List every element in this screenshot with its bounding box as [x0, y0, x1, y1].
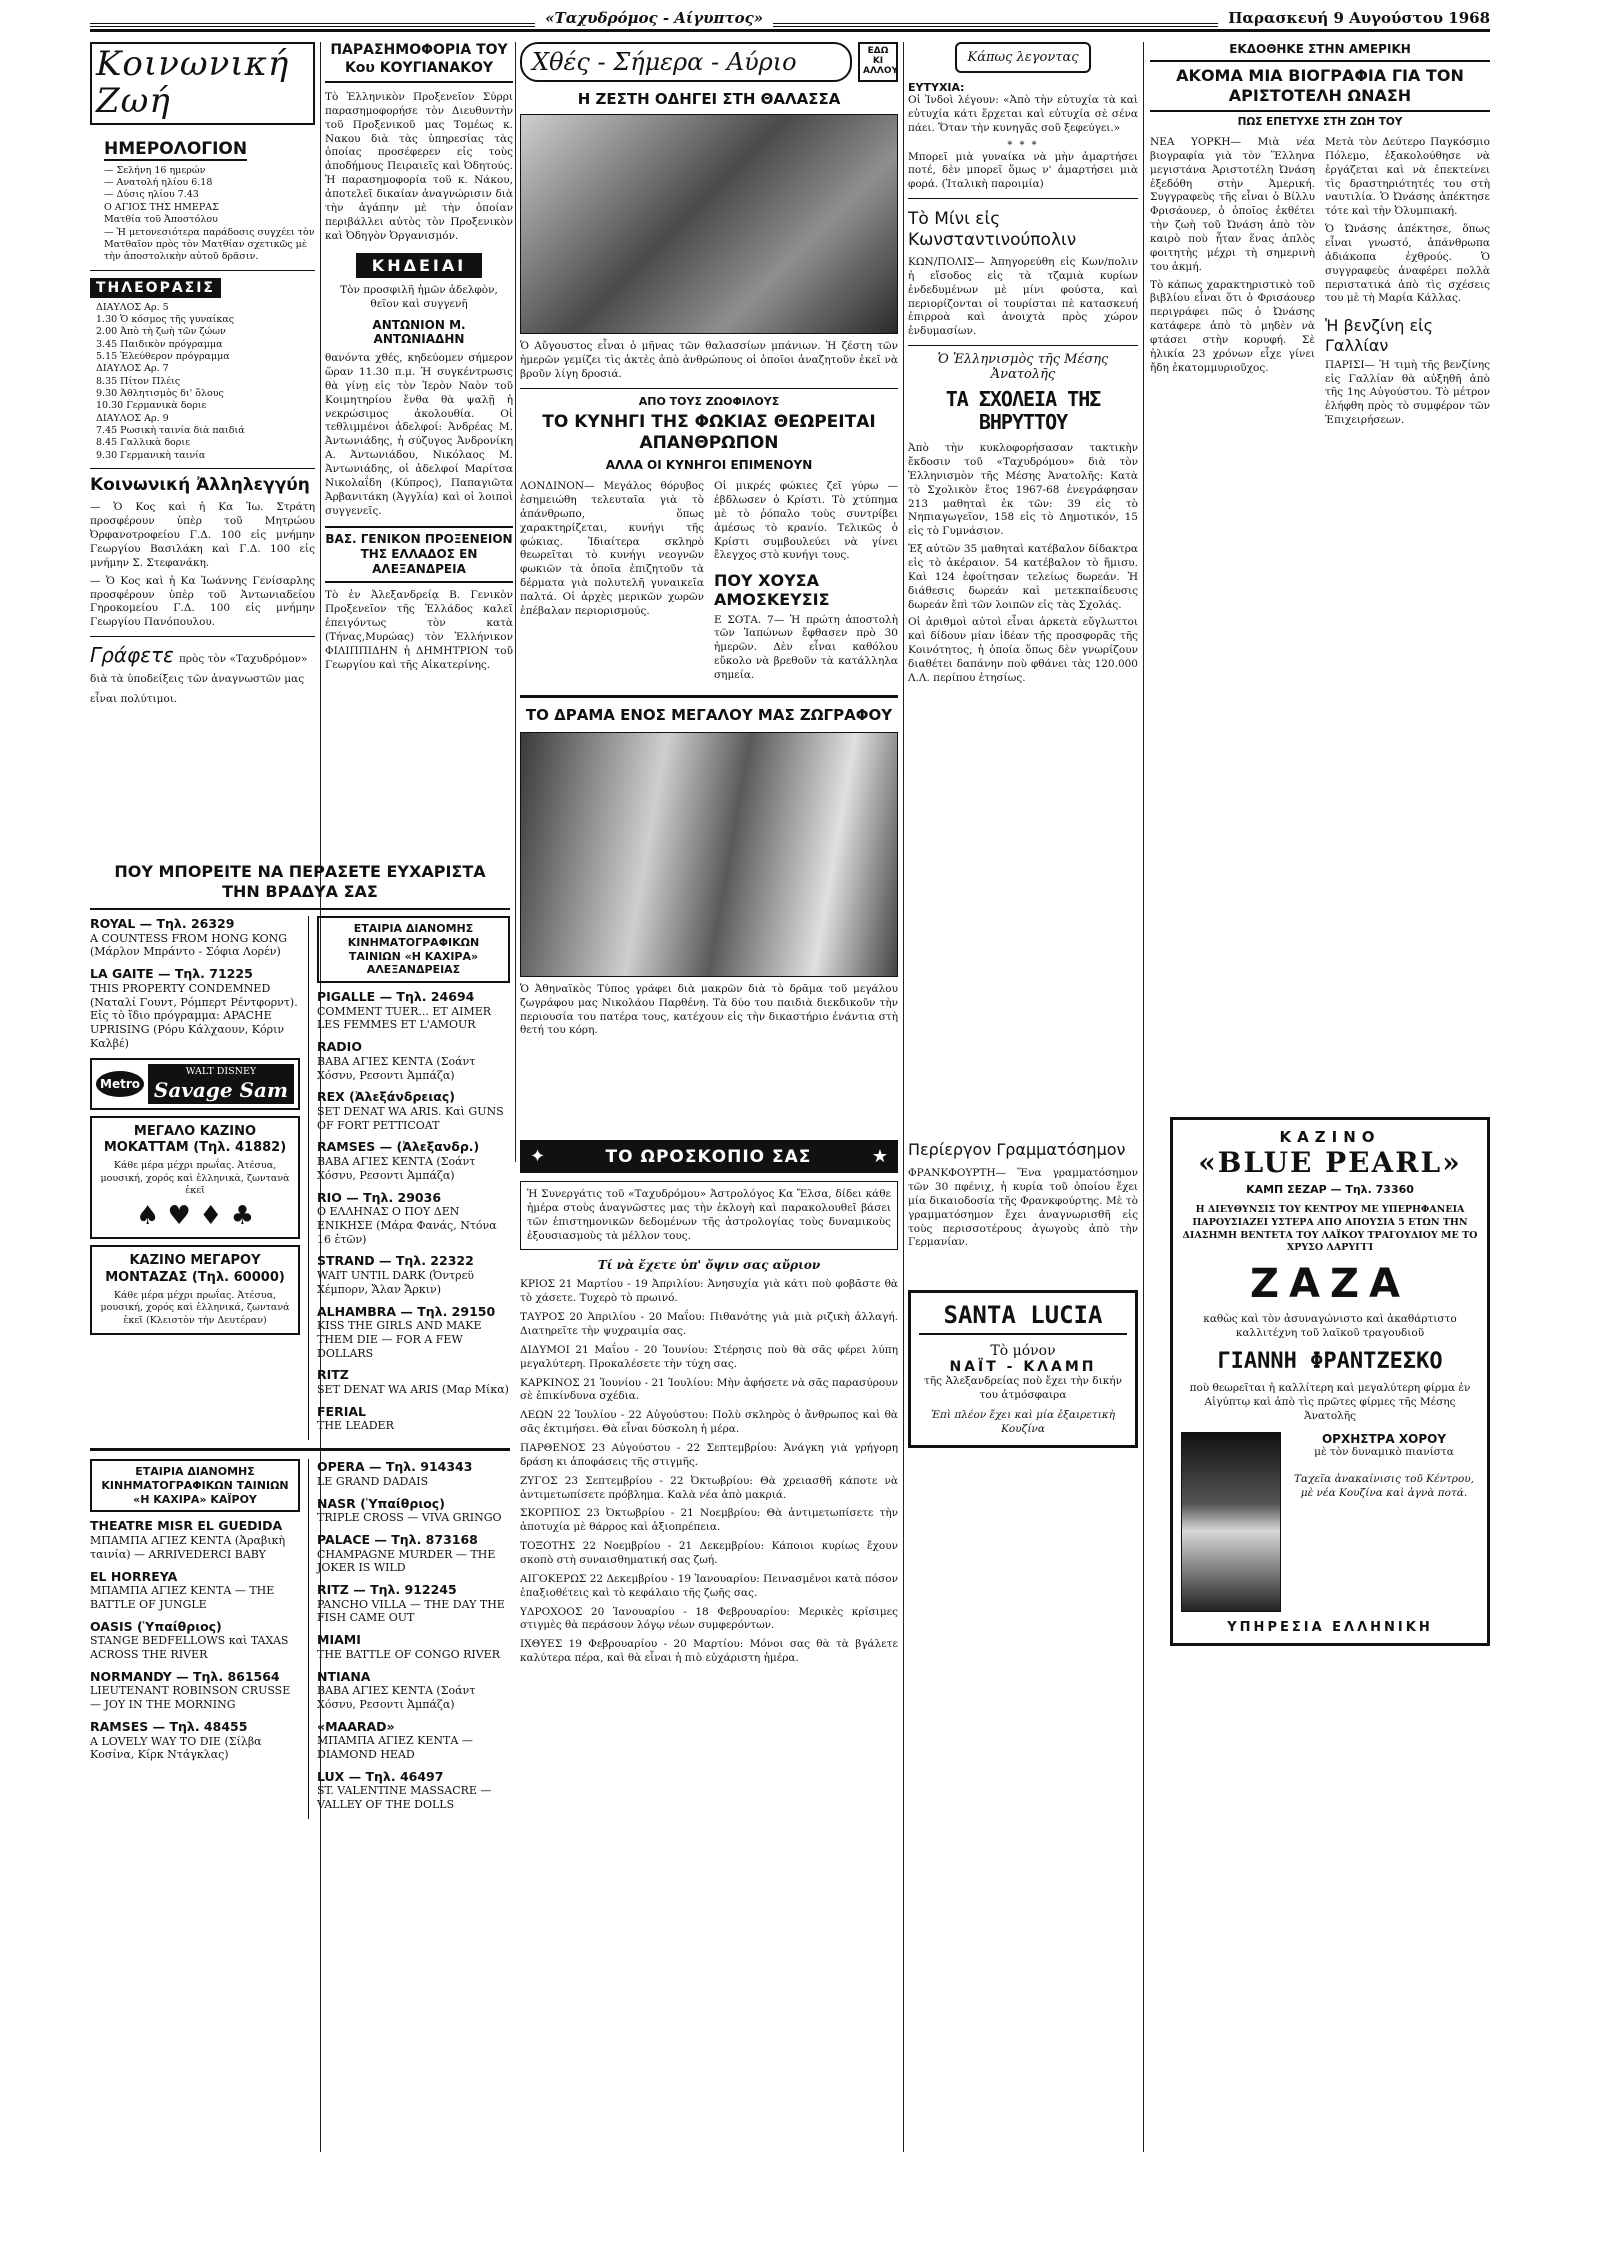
seal-title: ΤΟ ΚΥΝΗΓΙ ΤΗΣ ΦΩΚΙΑΣ ΘΕΩΡΕΙΤΑΙ ΑΠΑΝΘΡΩΠΟΝ — [542, 411, 876, 453]
horoscope-item: ΤΟΞΟΤΗΣ 22 Νοεμβρίου - 21 Δεκεμβρίου: Κάποιοι κυρίως ἔχουν σκοπὸ στὴ συναισθηματική σας ζωή. — [520, 1540, 898, 1567]
cinema-name: OASIS (Ὑπαίθριος) — [90, 1618, 222, 1634]
onassis-kicker: ΕΚΔΟΘΗΚΕ ΣΤΗΝ ΑΜΕΡΙΚΗ — [1229, 42, 1411, 56]
cinema-film: LE GRAND DADAIS — [317, 1474, 429, 1488]
cinema-name: MIAMI — [317, 1632, 361, 1648]
ad-phone: ΚΑΜΠ ΣΕΖΑΡ — Τηλ. 73360 — [1246, 1183, 1414, 1196]
cinema-name: THEATRE MISR EL GUEDIDA — [90, 1518, 283, 1534]
cinema-name: RAMSES — Τηλ. 48455 — [90, 1718, 248, 1734]
petrol-text: ΠΑΡΙΣΙ— Ἡ τιμὴ τῆς βενζίνης εἰς Γαλλίαν θὰ αὐξηθῆ ἀπὸ τῆς 1ης Αὐγούστου. Τὸ μέτρον ἐλήφθη πρὸς τὸ συμφέρον τῶν Ἐπιχειρήσεων. — [1325, 358, 1490, 427]
cinema-title: ΠΟΥ ΜΠΟΡΕΙΤΕ ΝΑ ΠΕΡΑΣΕΤΕ ΕΥΧΑΡΙΣΤΑ ΤΗΝ ΒΡΑΔΥΑ ΣΑΣ — [90, 858, 510, 910]
horoscope-item: ΔΙΔΥΜΟΙ 21 Μαΐου - 20 Ἰουνίου: Στέρησις ποὺ θὰ σᾶς φέρει λύπη μεγαλύτερη. Προκαλέσετε τὴν τύχη σας. — [520, 1343, 898, 1370]
horoscope-subtitle: Τί νὰ ἔχετε ὑπ' ὄψιν σας αὔριον — [597, 1258, 821, 1273]
write-us-block — [90, 643, 315, 707]
santa-lucia-club: ΝΑΪΤ - ΚΛΑΜΠ — [949, 1359, 1097, 1376]
cinema-entry — [317, 1253, 510, 1296]
ad-text-4: Ταχεῖα ἀνακαίνισις τοῦ Κέντρου, μὲ νέα Κουζίνα καὶ ἀγνὰ ποτά. — [1293, 1473, 1475, 1500]
heat-title: Η ΖΕΣΤΗ ΟΔΗΓΕΙ ΣΤΗ ΘΑΛΑΣΣΑ — [577, 90, 841, 108]
tv-listing-line: ΔΙΑΥΛΟΣ Αρ. 9 — [96, 412, 169, 424]
horoscope-list — [520, 1278, 898, 1666]
onassis-text-1: ΝΕΑ ΥΟΡΚΗ— Μιὰ νέα βιογραφία γιὰ τὸν Ἕλληνα μεγιστάνα Ἀριστοτέλη Ὠνάση ἐξεδόθη στὴν Ἀμερική. Συγγραφεὺς τῆς εἶναι ὁ Βίλλυ Φρισάουερ, ὁ ὁποῖος ἐκθέτει τὴν ζωὴ τοῦ Ὠνάση ἀπὸ τὸν καιρὸ ποὺ ἦταν ἕνας ἁπλὸς φοιτητὴς μέχρι τὴ σημερινὴ του ἀκμή. — [1150, 136, 1315, 273]
horoscope-item: ΙΧΘΥΕΣ 19 Φεβρουαρίου - 20 Μαρτίου: Μόνοι σας θὰ τὰ βγάλετε καλύτερα πέρα, καὶ θὰ εἶναι ἡ πιὸ εὐχάριστη ἡμέρα. — [520, 1638, 898, 1665]
cinema-name: «MAARAD» — [317, 1718, 395, 1734]
tv-listing-line: ΔΙΑΥΛΟΣ Αρ. 7 — [96, 363, 169, 375]
cinema-entry — [90, 966, 300, 1050]
horoscope-header — [520, 1140, 898, 1173]
metro-logo: Metro — [96, 1071, 144, 1097]
cinema-entry — [317, 1367, 510, 1396]
consulate-title: ΒΑΣ. ΓΕΝΙΚΟΝ ΠΡΟΞΕΝΕΙΟΝ ΤΗΣ ΕΛΛΑΔΟΣ ΕΝ ΑΛΕΞΑΝΔΡΕΙΑ — [325, 526, 513, 583]
kazino-montaza-ad — [90, 1245, 300, 1335]
calendar-title: ΗΜΕΡΟΛΟΓΙΟΝ — [104, 138, 248, 159]
cinema-entry — [317, 1496, 510, 1525]
heat-caption: Ὁ Αὔγουστος εἶναι ὁ μῆνας τῶν θαλασσίων μπάνιων. Ἡ ζέστη τῶν ἡμερῶν γεμίζει τὶς ἀκτὲς ἀπὸ ἀνθρώπους οἱ ὁποῖοι ἀναζητοῦν ἐκεῖ νὰ βροῦν λίγη δροσιά. — [520, 340, 898, 380]
cinema-film: TRIPLE CROSS — VIVA GRINGO — [317, 1511, 502, 1525]
cinema-name: PIGALLE — Τηλ. 24694 — [317, 989, 475, 1004]
column-divider — [903, 42, 904, 2152]
seal-text-2: Οἱ μικρές φώκιες ζεῖ γύρω — ἐβδλωσεν ὁ Κρίστι. Τὸ χτύπημα μὲ τὸ ῥόπαλο τοὺς συντρίβει ἀμέσως τὸ κρανίο. Τελικῶς ὁ Κρίστι συμβουλεύει νὰ γίνει ἔλεγχος στὸ κυνήγι τους. — [714, 480, 898, 562]
write-us-text: πρὸς τὸν «Ταχυδρόμον» διὰ τὰ ὑποδείξεις τῶν ἀναγνωστῶν μας εἶναι πολύτιμοι. — [90, 653, 308, 705]
ad-kazino: ΚΑΖΙΝΟ — [1279, 1128, 1381, 1146]
horoscope-section — [520, 1140, 898, 2150]
stamp-text: ΦΡΑΝΚΦΟΥΡΤΗ— Ἕνα γραμματόσημον τῶν 30 πφένιχ, ἡ κυρία τοῦ ὁποίου ἔχει μία δικαιοδοσία τῆς Φρανκφούρτης. Μὲ τὸ γραμματόσημον ἔχει ἀναγνωρισθῆ εἰς τοὺς περισσοτέρους ἀγωγοὺς ἀπὸ τὴν Γερμανίαν. — [908, 1167, 1138, 1249]
cinema-name: LA GAITE — Τηλ. 71225 — [90, 966, 253, 982]
ad-text-3: ποὺ θεωρεῖται ἡ καλλίτερη καὶ μεγαλύτερη φίρμα ἐν Αἰγύπτῳ καὶ ἀπὸ τὶς πρῶτες φίρμες τῆς Μέσης Ἀνατολῆς — [1189, 1381, 1471, 1422]
gold-title: ΠΟΥ ΧΟΥΣΑ ΑΜΟΣΚΕΥΣΙΣ — [714, 571, 830, 610]
cinema-film: ΒΑΒΑ ΑΓΙΕΣ ΚΕΝΤΑ (Σοάντ Χόσνυ, Ρεσοντι Ἀμπάζα) — [317, 1155, 476, 1182]
tv-listing-line: 5.15 Ἐλεύθερον πρόγραμμα — [96, 350, 230, 362]
beirut-schools-title: ΤΑ ΣΧΟΛΕΙΑ ΤΗΣ ΒΗΡΥΤΤΟΥ — [945, 387, 1101, 435]
cinema-name: RADIO — [317, 1039, 362, 1055]
masthead-rule-right — [773, 23, 1218, 27]
cinema-film: ST. VALENTINE MASSACRE — VALLEY OF THE DOLLS — [317, 1784, 492, 1812]
masthead-date: Παρασκευή 9 Αυγούστου 1968 — [1228, 9, 1491, 27]
disney-ad — [90, 1058, 300, 1110]
kazino-mokattam-text: Κάθε μέρα μέχρι πρωΐας. Ἀτέσυα, μουσική, χορός καὶ ἑλληνικὰ, ζωντανὰ ἐκεῖ — [100, 1160, 290, 1197]
gold-text: Ε ΣΟΤΑ. 7— Ἡ πρώτη ἀποστολὴ τῶν Ἰαπώνων ἔφθασεν πρὸ 30 ἡμερῶν. Δὲν εἶναι καθόλου εὔκολο νὰ βρεθοῦν τὰ κατάλληλα σημεία. — [714, 613, 898, 682]
horoscope-item: ΣΚΟΡΠΙΟΣ 23 Ὀκτωβρίου - 21 Νοεμβρίου: Θὰ ἀντιμετωπίσετε τὴν ἀποτυχία μὲ θάρρος καὶ ἀξιοπρέπεια. — [520, 1507, 898, 1534]
cinema-film: Ο ΕΛΛΗΝΑΣ Ο ΠΟΥ ΔΕΝ ΕΝΙΚΗΣΕ (Μάρα Φανάς, Ντόνα 16 ἐτῶν) — [317, 1205, 497, 1246]
horoscope-item: ΤΑΥΡΟΣ 20 Ἀπριλίου - 20 Μαΐου: Πιθανότης γιὰ μιὰ ριζικὴ ἀλλαγή. Διατηρεῖτε τὴν ψυχραιμία σας. — [520, 1311, 898, 1338]
calendar-line: — Σελήνη 16 ημερών — [104, 164, 206, 176]
kazino-mokattam-name: ΜΕΓΑΛΟ ΚΑΖΙΝΟ ΜΟΚΑΤΤΑΜ (Τηλ. 41882) — [103, 1123, 287, 1156]
column-divider — [515, 42, 516, 1162]
calendar-lines — [90, 165, 315, 264]
ad-text-1: Η ΔΙΕΥΘΥΝΣΙΣ ΤΟΥ ΚΕΝΤΡΟΥ ΜΕ ΥΠΕΡΗΦΑΝΕΙΑ ΠΑΡΟΥΣΙΑΖΕΙ ΥΣΤΕΡΑ ΑΠΟ ΑΠΟΥΣΙΑ 5 ΕΤΩΝ ΤΗΝ ΔΙΑΣΗΜΗ ΒΕΝΤΕΤΑ ΤΟΥ ΛΑΪΚΟΥ ΤΡΑΓΟΥΔΙΟΥ ΜΕ ΤΟ ΧΡΥΣΟ ΛΑΡΥΓΓΙ — [1182, 1204, 1478, 1254]
solidarity-title: Κοινωνική Ἀλληλεγγύη — [90, 475, 310, 495]
horoscope-item: ΚΡΙΟΣ 21 Μαρτίου - 19 Ἀπριλίου: Ἀνησυχία γιὰ κάτι ποὺ φοβᾶστε θὰ τὸ χάσετε. Τυχερὸ τὸ πρωινό. — [520, 1278, 898, 1305]
hellenism-kicker: Ὁ Ἑλληνισμὸς τῆς Μέσης Ἀνατολῆς — [937, 352, 1109, 383]
onassis-body — [1150, 136, 1490, 432]
stamp-title: Περίεργον Γραμματόσημον — [908, 1140, 1126, 1159]
write-us-title: Γράφετε — [90, 643, 174, 668]
ad-star-zaza: ΖΑΖΑ — [1250, 1261, 1410, 1308]
kahira-alex-title: ΕΤΑΙΡΙΑ ΔΙΑΝΟΜΗΣ ΚΙΝΗΜΑΤΟΓΡΑΦΙΚΩΝ ΤΑΙΝΙΩΝ «Η ΚΑΧΙΡΑ» ΑΛΕΞΑΝΔΡΕΙΑΣ — [317, 916, 510, 983]
cinema-film: THIS PROPERTY CONDEMNED (Ναταλί Γουντ, Ρόμπερτ Ρέντφορντ). Εἰς τὸ ἴδιο πρόγραμμα: APACHE UPRISING (Ρόρυ Κάλχαουν, Κόριν Καλβέ) — [90, 981, 298, 1050]
seal-kicker: ΑΠΟ ΤΟΥΣ ΖΩΟΦΙΛΟΥΣ — [638, 394, 780, 408]
decoration-text: Τὸ Ἑλληνικὸν Προξενεῖον Σύρρι παρασημοφορήσε τὸν Διευθυντὴν τοῦ Προξενικοῦ μας Τομέως κ. Νακου διὰ τὰς ὑπηρεσίας τὰς ὁποίας προσέφερεν εἰς τοὺς ἀποδήμους Πειραιεῖς καὶ Ὀδητούς. Ἡ παρασημοφορία τοῦ κ. Νάκου, ἀποτελεῖ δικαίαν ἀναγνώρισιν διὰ τὴν ἀγάπην μὲ τὴν ὁποίαν περιβάλλει αὐτὸς τὸν Προξενικὸν καὶ Ὀδηγὸν Ὀργανισμόν. — [325, 91, 513, 242]
onassis-title: ΑΚΟΜΑ ΜΙΑ ΒΙΟΓΡΑΦΙΑ ΓΙΑ ΤΟΝ ΑΡΙΣΤΟΤΕΛΗ ΩΝΑΣΗ — [1150, 60, 1490, 112]
cinema-name: RITZ — [317, 1367, 349, 1383]
santa-lucia-name: SANTA LUCIA — [919, 1301, 1127, 1335]
cinema-name: EL HORREYA — [90, 1568, 178, 1584]
cinema-guide — [90, 858, 510, 2158]
cinema-name: LUX — Τηλ. 46497 — [317, 1768, 444, 1784]
calendar-line: — Ἡ μετονεσιότερα παράδοσις συγχέει τὸν Ματθαῖον πρὸς τὸν Ματθίαν σχετικῶς μὲ τὴν ἀποστολικὴν αὐτοῦ δρᾶσιν. — [104, 226, 315, 263]
mini-title: Τὸ Μίνι εἰς Κωνσταντινούπολιν — [908, 209, 1077, 250]
onassis-text-3: Μετὰ τὸν Δεύτερο Παγκόσμιο Πόλεμο, ἐξακολούθησε νὰ ἐργάζεται καὶ νὰ ἐπεκτείνει τὶς δραστηριότητές του στὴ ναυτιλία. Ὁ Ὠνάσης ἀπέκτησε τότε καὶ τὴν Ὀλυμπιακή. — [1325, 136, 1490, 218]
beirut-text: Ἀπὸ τὴν κυκλοφορήσασαν τακτικὴν ἔκδοσιν τοῦ «Ταχυδρόμου» διὰ τὸν Ἑλληνισμὸν τῆς Μέσης Ἀνατολῆς: Κατὰ τὸ Σχολικὸν ἔτος 1967-68 ἐνεγράφησαν 213 μαθηταὶ ἐκ τῶν: 39 εἰς τὸ Νηπιαγωγεῖον, 158 εἰς τὸ Δημοτικόν, 15 εἰς τὸ Γυμνάσιον. — [908, 442, 1138, 538]
mini-text: ΚΩΝ/ΠΟΛΙΣ— Ἀπηγορεύθη εἰς Κων/πολιν ἡ εἴσοδος εἰς τὰ τζαμιὰ κυρίων ἐνδεδυμένων μὲ μίνι φούστα, καὶ περιορίζονται οἱ τουρίσται πὲ κατασκευή ἐπιρροὰ καὶ ἀνοιχτὰ πρὸς χώρον ἐνδυμασίων. — [908, 255, 1138, 338]
column-divider — [1143, 42, 1144, 2152]
cinema-film: ΜΠΑΜΠΑ ΑΓΙΕΖ ΚΕΝΤΑ — ΤΗΕ BATTLE OF JUNGLE — [90, 1584, 275, 1611]
funeral-intro: Τὸν προσφιλῆ ἡμῶν ἀδελφὸν, θεῖον καὶ συγγενῆ — [340, 284, 498, 311]
cinema-film: THE BATTLE OF CONGO RIVER — [317, 1647, 500, 1661]
disney-title-block — [148, 1064, 294, 1104]
cinema-lower — [90, 1459, 510, 1819]
masthead-rule-left — [90, 23, 535, 27]
funeral-name: ΑΝΤΩΝΙΟΝ Μ. ΑΝΤΩΝΙΑΔΗΝ — [372, 318, 466, 347]
santa-lucia-text-4: Ἐπὶ πλέον ἔχει καὶ μία ἐξαιρετικὴ Κουζίνα — [931, 1409, 1115, 1435]
cinema-entry — [317, 1190, 510, 1247]
cinema-entry — [90, 1719, 300, 1762]
kazino-montaza-text: Κάθε μέρα μέχρι πρωΐας. Ἀτέσυα, μουσική, χορός καὶ ἑλληνικά, ζωντανά ἐκεῖ (Κλειστὸν τὴν Δευτέραν) — [100, 1289, 290, 1326]
seal-text: ΛΟΝΔΙΝΟΝ— Μεγάλος θόρυβος ἐσημειώθη τελευταῖα γιὰ τὸ ἀπάνθρωπο, ὅπως χαρακτηρίζεται, κυνήγι τῆς φώκιας. Ἰδιαίτερα σκληρὸ θεωρεῖται τὸ κυνήγι νεογνῶν φωκιῶν τὰ ὁποῖα ἐπιζητοῦν τὰ δέρματα γιὰ πολυτελῆ γυναικεῖα παλτά. Οἱ ἀρχὲς μερικῶν χωρῶν ἐπέβαλαν περιορισμούς. — [520, 480, 704, 617]
cinema-mid-col — [308, 916, 510, 1440]
seal-right-column — [714, 480, 898, 687]
onassis-body-left — [1150, 136, 1315, 432]
cinema-name: RAMSES — (Ἀλεξανδρ.) — [317, 1139, 480, 1155]
horoscope-title: ΤΟ ΩΡΟΣΚΟΠΙΟ ΣΑΣ — [605, 1146, 812, 1167]
cinema-film: COMMENT TUER... ET AIMER LES FEMMES ET L'AMOUR — [317, 1004, 492, 1032]
cinema-entry — [90, 1518, 300, 1561]
cinema-name: ROYAL — Τηλ. 26329 — [90, 916, 235, 931]
painter-photo — [520, 732, 898, 977]
ad-service: ΥΠΗΡΕΣΙΑ ΕΛΛΗΝΙΚΗ — [1227, 1619, 1433, 1635]
cinema-entry — [317, 1089, 510, 1132]
cinema-film: WAIT UNTIL DARK (Ὀντρεϋ Χέμπορν, Ἄλαν Ἄρκιν) — [317, 1269, 474, 1296]
social-life-title: Κοινωνική Ζωή — [96, 44, 290, 122]
cinema-film: PANCHO VILLA — THE DAY THE FISH CAME OUT — [317, 1597, 505, 1625]
calendar-line: — Ανατολή ηλίου 6.18 — [104, 177, 213, 189]
horoscope-item: ΚΑΡΚΙΝΟΣ 21 Ἰουνίου - 21 Ἰουλίου: Μὴν ἀφήσετε νὰ σᾶς παρασύρουν σὲ ἐπικίνδυνα σχέδια. — [520, 1376, 898, 1403]
cinema-film: SET DENAT WA ARIS. Καὶ GUNS OF FORT PETTICOAT — [317, 1104, 504, 1132]
horoscope-intro: Ἡ Συνεργάτις τοῦ «Ταχυδρόμου» Ἀστρολόγος Κα Ἔλσα, δίδει κάθε ἡμέρα στοὺς ἀναγνῶστες μας τὴν ἐκλογὴ καὶ παρακολουθεῖ βάσει τῶν ἐπιστημονικῶν δεδομένων τῆς ἀστρολογίας τοὺς δυναμικοὺς ἐξουσιασμοὺς τὰ μέλλον τους. — [520, 1181, 898, 1250]
cinema-film: ΜΠΑΜΠΑ ΑΓΙΕΖ ΚΕΝΤΑ — DIAMOND HEAD — [317, 1734, 473, 1761]
cinema-name: ALHAMBRA — Τηλ. 29150 — [317, 1303, 496, 1319]
cinema-name: RIO — Τηλ. 29036 — [317, 1189, 442, 1205]
painter-title: ΤΟ ΔΡΑΜΑ ΕΝΟΣ ΜΕΓΑΛΟΥ ΜΑΣ ΖΩΓΡΑΦΟΥ — [525, 705, 893, 724]
blue-pearl-ad — [1170, 1117, 1490, 1646]
tv-listing-line: 1.30 Ὁ κόσμος τῆς γυναίκας — [96, 313, 235, 325]
funeral-text: θανόντα χθές, κηδεύομεν σήμερον ὥραν 11.30 π.μ. Ἡ συγκέντρωσις θὰ γίνῃ εἰς τὸν Ἱερὸν Ναὸν τοῦ Κοιμητηρίου ἔνθα θὰ ψαλῇ ἡ νεκρώσιμος ἀκολουθία. Οἱ τεθλιμμένοι ἀδελφοί: Ἀνδρέας Μ. Ἀντωνιάδης, ἡ σύζυγος Ἀνδρονίκη Α. Ἀντωνιάδου, Νικόλαος Μ. Ἀντωνιάδης, οἱ ἀδελφοί Μαρίτσα Νικολαΐδη (Κύπρος), Παπαγιῶτα Ἀρβανιτάκη (Ἀγγλία) καὶ οἱ λοιποὶ συγγενεῖς. — [325, 352, 513, 517]
horoscope-item: ΑΙΓΟΚΕΡΩΣ 22 Δεκεμβρίου - 19 Ἰανουαρίου: Πεινασμένοι κατὰ πόσον ἐπαξιοθέτεις καὶ τὸ κεφάλαιο τῆς ζωῆς σας. — [520, 1572, 898, 1599]
tv-title — [90, 277, 315, 298]
cinema-name: NTIANA — [317, 1668, 371, 1684]
banner-tag: ΕΔΩ ΚΙ ΑΛΛΟΥ — [858, 42, 898, 82]
cinema-entry — [317, 1532, 510, 1575]
petrol-title: Ἡ βενζίνη εἰς Γαλλίαν — [1325, 316, 1433, 355]
cinema-name: PALACE — Τηλ. 873168 — [317, 1531, 478, 1547]
column-notices — [325, 42, 513, 852]
tv-listing-line: 9.30 Ἀθλητισμὸς δι' ὅλους — [96, 387, 224, 399]
separator-stars: * * * — [1007, 139, 1039, 151]
cinema-entry — [90, 1569, 300, 1612]
tv-title-label: ΤΗΛΕΟΡΑΣΙΣ — [90, 278, 221, 298]
solidarity-text-2: — Ὁ Κος καὶ ἡ Κα Ἰωάννης Γενίσαρλης προσφέρουν ὑπὲρ τοῦ Ἀντωνιαδείου Γηροκομείου Γ.Δ. 100 εἰς μνήμην Γεωργίου Πανόπουλου. — [90, 574, 315, 629]
funerals-header — [325, 253, 513, 278]
cinema-lower-left-list — [90, 1518, 300, 1762]
cinema-entry — [317, 1304, 510, 1361]
ad-star-frantzesko: ΓΙΑΝΝΗ ΦΡΑΝΤΖΕΣΚΟ — [1217, 1348, 1443, 1374]
santa-lucia-ad — [908, 1290, 1138, 1447]
calendar-line: Ο ΑΓΙΟΣ ΤΗΣ ΗΜΕΡΑΣ — [104, 201, 219, 213]
cinema-entry — [90, 916, 300, 959]
cinema-entry — [317, 1404, 510, 1433]
tv-listing-line: 8.35 Πίτον Πλέις — [96, 375, 181, 387]
column-misc — [908, 42, 1138, 1132]
column-misc-lower — [908, 1140, 1138, 2150]
onassis-body-right — [1325, 136, 1490, 432]
santa-lucia-text-1: Τὸ μόνον — [990, 1343, 1056, 1360]
cinema-film: ΜΠΑΜΠΑ ΑΓΙΕΖ ΚΕΝΤΑ (Ἀραβικὴ ταινία) — ARRIVEDERCI BABY — [90, 1534, 286, 1561]
star-icon: ✦ — [530, 1146, 546, 1167]
cinema-entry — [317, 1719, 510, 1762]
yesterday-today-tomorrow-banner — [520, 42, 852, 82]
tv-listing-line: 2.00 Ἀπὸ τὴ ζωὴ τῶν ζώων — [96, 326, 226, 338]
cinema-name: NASR (Ὑπαίθριος) — [317, 1495, 445, 1511]
ad-text-2: καθὼς καὶ τὸν ἀσυναγώνιστο καὶ ἀκαθάρτιστο καλλιτέχνη τοῦ λαϊκοῦ τραγουδιοῦ — [1203, 1313, 1457, 1340]
disney-title: Savage Sam — [153, 1077, 289, 1102]
tv-listing-line: 3.45 Παιδικὸν πρόγραμμα — [96, 338, 223, 350]
column-onassis — [1150, 42, 1490, 2152]
happiness-label: ΕΥΤΥΧΙΑ: — [908, 81, 965, 94]
cinema-film: THE LEADER — [317, 1419, 394, 1433]
horoscope-item: ΛΕΩΝ 22 Ἰουλίου - 22 Αὐγούστου: Πολὺ σκληρὸς ὁ ἄνθρωπος καὶ θὰ σᾶς ἐκτιμήσει. Θὰ εἶναι δύσκολη ἡ μέρα. — [520, 1409, 898, 1436]
cinema-entry — [317, 1582, 510, 1625]
tv-listing-line: 7.45 Ρωσικὴ ταινία διὰ παιδιά — [96, 424, 245, 436]
cinema-film: ΒΑΒΑ ΑΓΙΕΣ ΚΕΝΤΑ (Σοάντ Χόσνυ, Ρεσοντι Ἀμπάζα) — [317, 1684, 476, 1711]
cinema-entry — [317, 1459, 510, 1488]
tv-listing-line: 10.30 Γερμανικὰ δοριε — [96, 400, 207, 412]
cinema-film: STANGE BEDFELLOWS καὶ TAXAS ACROSS THE RIVER — [90, 1634, 289, 1661]
masthead — [90, 8, 1490, 32]
seal-subtitle: ΑΛΛΑ ΟΙ ΚΥΝΗΓΟΙ ΕΠΙΜΕΝΟΥΝ — [605, 458, 813, 473]
consulate-text: Τὸ ἐν Ἀλεξανδρείᾳ Β. Γενικὸν Προξενεῖον τῆς Ἑλλάδος καλεῖ ἐπειγόντως τὸν κατὰ (Τήνας,Μυρώας) τὸν Ἑλλήνικον ΦΙΛΙΠΠΙΔΗΝ ἡ ΔΗΜΗΤΡΙΟΝ τοῦ Γεωργίου καὶ τῆς Αἰκατερίνης. — [325, 589, 513, 671]
cinema-lower-mid — [308, 1459, 510, 1819]
kazino-montaza-name: ΚΑΖΙΝΟ ΜΕΓΑΡΟΥ ΜΟΝΤΑΖΑΣ (Τηλ. 60000) — [105, 1253, 285, 1285]
newspaper-page — [90, 8, 1490, 2158]
cinema-lower-mid-list — [317, 1459, 510, 1812]
cards-icon: ♠ ♥ ♦ ♣ — [135, 1201, 255, 1232]
cinema-name: STRAND — Τηλ. 22322 — [317, 1253, 474, 1269]
cinema-name: REX (Ἀλεξάνδρειας) — [317, 1089, 455, 1105]
ad-orchestra-2: μὲ τὸν δυναμικὸ πιανίστα — [1314, 1445, 1454, 1458]
social-life-header — [90, 42, 315, 125]
decoration-title: ΠΑΡΑΣΗΜΟΦΟΡΙΑ ΤΟΥ Κου ΚΟΥΓΙΑΝΑΚΟΥ — [325, 42, 513, 83]
tv-listing-line: 9.30 Γερμανικὴ ταινία — [96, 449, 206, 461]
sayings-title: Κάπως λεγοντας — [955, 42, 1090, 73]
santa-lucia-text-3: τῆς Ἀλεξανδρείας ποὺ ἔχει τὴν δικήν του ἀτμόσφαιρα — [924, 1375, 1122, 1402]
star-icon: ★ — [871, 1146, 888, 1167]
cinema-entry — [90, 1619, 300, 1662]
cinema-name: FERIAL — [317, 1403, 366, 1419]
banner-title: Χθές - Σήμερα - Αύριο — [532, 48, 797, 76]
cinema-film: CHAMPAGNE MURDER — THE JOKER IS WILD — [317, 1547, 496, 1575]
sayings-header — [908, 42, 1138, 73]
onassis-subtitle: ΠΩΣ ΕΠΕΤΥΧΕ ΣΤΗ ΖΩΗ ΤΟΥ — [1237, 116, 1403, 128]
cinema-name: RITZ — Τηλ. 912245 — [317, 1582, 457, 1597]
masthead-title: «Ταχυδρόμος - Αίγυπτος» — [545, 9, 764, 27]
column-features — [520, 42, 898, 1132]
tv-listing-line: ΔΙΑΥΛΟΣ Αρ. 5 — [96, 301, 169, 313]
painter-caption: Ὁ Ἀθηναϊκὸς Τύπος γράφει διὰ μακρῶν διὰ τὸ δρᾶμα τοῦ μεγάλου ζωγράφου μας Νικολάου Παρθένη. Τὰ δύο του παιδιὰ διεκδικοῦν τὴν περιουσία του πατέρα τους, κατέχουν εἰς τὴν δικαστήριο ἐνάντια στὴ θετή του κόρη. — [520, 982, 898, 1037]
cinema-left-list — [90, 916, 300, 1051]
kahira-cairo-title: ΕΤΑΙΡΙΑ ΔΙΑΝΟΜΗΣ ΚΙΝΗΜΑΤΟΓΡΑΦΙΚΩΝ ΤΑΙΝΙΩΝ «Η ΚΑΧΙΡΑ» ΚΑΪΡΟΥ — [90, 1459, 300, 1512]
ad-orchestra: ΟΡΧΗΣΤΡΑ ΧΟΡΟΥ — [1321, 1431, 1447, 1446]
horoscope-item: ΥΔΡΟΧΟΟΣ 20 Ἰανουαρίου - 18 Φεβρουαρίου: Μερικὲς κρίσιμες στιγμὲς θὰ περάσουν λόγῳ νέων συμφερόντων. — [520, 1605, 898, 1632]
calendar-line: Ματθία τοῦ Ἀποστόλου — [104, 214, 218, 226]
cinema-entry — [317, 1769, 510, 1812]
seal-body — [520, 480, 898, 687]
tv-listing-line: 8.45 Γαλλικὰ δοριε — [96, 437, 190, 449]
ad-lower — [1181, 1432, 1479, 1612]
column-social — [90, 42, 315, 852]
cinema-entry — [90, 1669, 300, 1712]
cinema-entry — [317, 989, 510, 1032]
beirut-text-2: Ἐξ αὐτῶν 35 μαθηταὶ κατέβαλον δίδακτρα εἰς τὸ ἀκέραιον. 54 κατέβαλον τὸ ἥμισυ. Καὶ 124 ἐφοίτησαν τελείως δωρεάν. Ἡ διάθεσις δωρεάν καὶ μετεκπαίδευσις δωρεάν ἔπὶ τῶν λοιπῶν εἰς τὰς Σχολάς. — [908, 543, 1138, 611]
kazino-mokattam-ad — [90, 1116, 300, 1240]
cinema-entry — [317, 1139, 510, 1182]
cinema-entry — [317, 1039, 510, 1082]
cinema-upper — [90, 916, 510, 1440]
cinema-film: ΒΑΒΑ ΑΓΙΕΣ ΚΕΝΤΑ (Σοάντ Χόσνυ, Ρεσοντι Ἀμπάζα) — [317, 1054, 476, 1082]
beach-photo — [520, 114, 898, 334]
onassis-text-4: Ὁ Ὠνάσης ἀπέκτησε, ὅπως εἶναι γνωστό, ἀπάνθρωπα ἀδιάκοπα ἐχθρούς. Ὁ συγγραφεὺς ἀναφέρει πολλὰ περιστατικά ἀπὸ τὶς σχέσεις του μὲ τὴ Μαρία Κάλλας. — [1325, 223, 1490, 305]
onassis-text-2: Τὸ κάπως χαρακτηριστικὸ τοῦ βιβλίου εἶναι ὅτι ὁ Φρισάουερ περιγράφει πῶς ὁ Ὠνάσης κατάφερε ἀπὸ τὸ μηδὲν νὰ φτάσει στὴν κορυφή. Σὲ ἡλικία 23 χρόνων εἶχε γίνει ἤδη ἑκατομμυριοῦχος. — [1150, 278, 1315, 374]
cinema-entry — [317, 1669, 510, 1712]
calendar-line: — Δύσις ηλίου 7.43 — [104, 189, 199, 201]
ad-blue-pearl: «BLUE PEARL» — [1198, 1146, 1462, 1179]
feature-banner — [520, 42, 898, 82]
cinema-left-col — [90, 916, 300, 1440]
cinema-name: NORMANDY — Τηλ. 861564 — [90, 1668, 280, 1684]
cinema-lower-left — [90, 1459, 300, 1819]
ad-photo — [1181, 1432, 1281, 1612]
happiness-text-2: Μπορεῖ μιὰ γυναίκα νὰ μὴν ἀμαρτήσει ποτέ, δὲν μπορεῖ ὅμως ν' ἀμαρτήσει μιὰ φορά. (Ἰταλικὴ παροιμία) — [908, 150, 1138, 191]
disney-brand: WALT DISNEY — [185, 1065, 257, 1077]
cinema-film: SET DENAT WA ARIS (Μαρ Μίκα) — [317, 1383, 509, 1396]
cinema-mid-list — [317, 989, 510, 1433]
funerals-title: ΚΗΔΕΙΑΙ — [356, 253, 482, 278]
cinema-entry — [317, 1632, 510, 1661]
cinema-film: A COUNTESS FROM HONG KONG (Μάρλον Μπράντο - Σόφια Λορέν) — [90, 931, 288, 959]
cinema-name: OPERA — Τηλ. 914343 — [317, 1459, 473, 1475]
ad-lower-right — [1289, 1432, 1479, 1612]
beirut-text-3: Οἱ ἀριθμοὶ αὐτοὶ εἶναι ἀρκετὰ εὔγλωττοι καὶ δίδουν μίαν ἰδέαν τῆς προσφορᾶς τῆς Κοινότητος, ἡ ὁποία ὅπως δὲν γνωρίζουν διαθέτει δαπάνην ποὺ φθάνει τὰς 120.000 Λ.Λ. περίπου ἐτησίως. — [908, 616, 1138, 684]
cinema-film: KISS THE GIRLS AND MAKE THEM DIE — FOR A FEW DOLLARS — [317, 1319, 482, 1360]
cinema-film: LIEUTENANT ROBINSON CRUSSE — JOY IN THE MORNING — [90, 1684, 291, 1712]
horoscope-item: ΠΑΡΘΕΝΟΣ 23 Αὐγούστου - 22 Σεπτεμβρίου: Ἀνάγκη γιὰ γρήγορη δράση κι ἀποφάσεις τῆς στιγμῆς. — [520, 1442, 898, 1468]
happiness-text: Οἱ Ἰνδοὶ λέγουν: «Ἀπὸ τὴν εὐτυχία τὰ καὶ εὐτυχία κάτι ἔρχεται καὶ εὐτυχία σὲ σένα πάει. Ὅταν τὴν κυνηγᾶς σοῦ ξεφεύγει.» — [908, 94, 1138, 134]
cinema-film: A LOVELY WAY TO DIE (Σίλβα Κοσίνα, Κίρκ Ντάγκλας) — [90, 1734, 262, 1762]
tv-listing — [90, 302, 315, 462]
solidarity-text: — Ὁ Κος καὶ ἡ Κα Ἰω. Στράτη προσφέρουν ὑπὲρ τοῦ Μητρώου Ὀρφανοτροφείου Γ.Δ. 100 εἰς μνήμην Γεωργίου Βασιλάκη καὶ Γ.Δ. 100 εἰς μνήμην Σ. Στεφανάκη. — [90, 501, 315, 569]
horoscope-item: ΖΥΓΟΣ 23 Σεπτεμβρίου - 22 Ὀκτωβρίου: Θὰ χρειασθῆ κάποτε νὰ ἀντιμετωπίσετε πρόβλημα. Καλὰ νέα ἀπὸ μακριά. — [520, 1474, 898, 1501]
